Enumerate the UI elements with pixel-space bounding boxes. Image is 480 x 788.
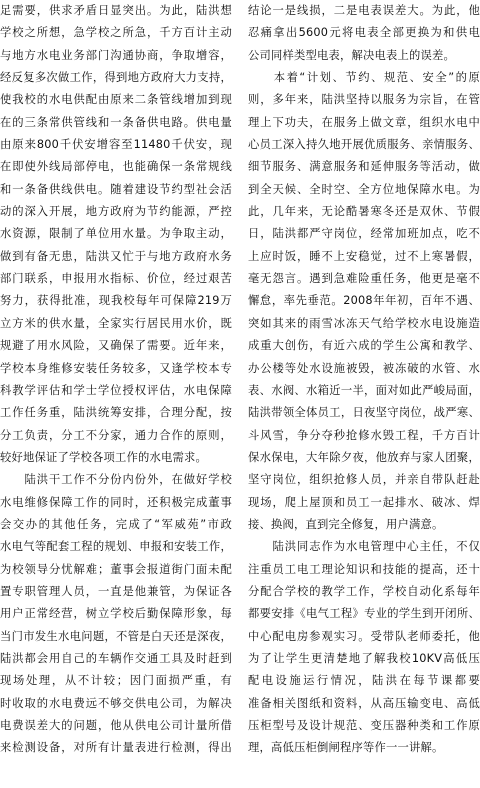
text-line: 电费误差大的问题，他从供电公司计量所借 — [0, 719, 232, 732]
right-text-column — [248, 0, 480, 788]
text-line: 现场，爬上屋顶和员工一起排水、破冰、焊 — [248, 495, 480, 509]
text-line: 理上下功夫，在服务上做文章，组织水电中 — [248, 115, 480, 129]
text-line: 斗风雪，争分夺秒抢修水毁工程，千方百计 — [248, 428, 480, 442]
text-line: 经反复多次做工作，得到地方政府大力支持， — [0, 71, 232, 85]
text-line: 水资源，限制了单位用水量。为争取主动， — [0, 227, 232, 241]
text-line: 努力，获得批准，现我校每年可保障219万 — [0, 294, 232, 308]
text-line: 成重大创伤，有近六成的学生公寓和教学、 — [248, 339, 480, 353]
text-line: 都要安排《电气工程》专业的学生到开闭所、 — [248, 607, 480, 621]
text-line: 压柜型号及设计规范、变压器种类和工作原 — [248, 719, 480, 732]
text-line: 工作任务重，陆洪统筹安排，合理分配，按 — [0, 406, 232, 420]
text-line: 与地方水电业务部门沟通协商，争取增容， — [0, 48, 232, 62]
text-line: 突如其来的雨雪冰冻天气给学校水电设施造 — [248, 316, 480, 330]
text-line: 分工负责，分工不分家，通力合作的原则， — [0, 428, 232, 442]
text-line: 接、换阀，直到完全修复，用户满意。 — [248, 517, 444, 531]
text-line: 来检测设备，对所有计量表进行检测，得出 — [0, 741, 232, 755]
text-line: 科教学评估和学士学位授权评估，水电保障 — [0, 383, 232, 397]
text-line: 学校之所想，急学校之所急，千方百计主动 — [0, 26, 232, 40]
text-line: 做到有备无患，陆洪又忙于与地方政府水务 — [0, 249, 232, 263]
text-line: 较好地保证了学校各项工作的水电需求。 — [0, 450, 207, 464]
text-line: 陆洪都会用自己的车辆作交通工具及时赶到 — [0, 651, 232, 665]
text-line: 本着“计划、节约、规范、安全”的原 — [248, 71, 480, 85]
text-line: 陆洪带领全体员工，日夜坚守岗位，战严寒、 — [248, 406, 480, 420]
text-line: 保水保电，大年除夕夜，他放弃与家人团聚， — [248, 450, 480, 464]
text-line: 水电气等配套工程的规划、申报和安装工作， — [0, 540, 232, 554]
text-line: 中心配电房参观实习。受带队老师委托，他 — [248, 629, 480, 643]
text-line: 细节服务、满意服务和延伸服务等活动，做 — [248, 160, 480, 174]
text-line: 上应时饭，睡不上安稳觉，过不上寒暑假， — [248, 249, 480, 263]
text-line: 懈怠，率先垂范。2008年年初，百年不遇、 — [248, 294, 480, 308]
text-line: 为了让学生更清楚地了解我校10KV高低压 — [248, 651, 480, 665]
text-line: 此，几年来，无论酷暑寒冬还是双休、节假 — [248, 205, 480, 219]
text-line: 在即使外线局部停电，也能确保一条常规线 — [0, 160, 232, 174]
text-line: 部门联系，申报用水指标、价位，经过艰苦 — [0, 272, 232, 286]
text-line: 和一条备供线供电。随着建设节约型社会活 — [0, 182, 232, 196]
text-line: 心员工深入持久地开展优质服务、亲情服务、 — [248, 138, 480, 152]
text-line: 公司同样类型电表，解决电表上的误差。 — [248, 48, 455, 62]
text-line: 水电维修保障工作的同时，还积极完成董事 — [0, 495, 232, 509]
text-line: 陆洪干工作不分份内份外，在做好学校 — [0, 473, 232, 487]
text-line: 准备相关图纸和资料，从高压输变电、高低 — [248, 696, 480, 710]
text-line: 分配合学校的教学工作，学校自动化系每年 — [248, 584, 480, 598]
text-line: 当门市发生水电问题，不管是白天还是深夜， — [0, 629, 232, 643]
text-line: 现场处理，从不计较；因门面损严重，有 — [0, 674, 232, 688]
text-line: 到全天候、全时空、全方位地保障水电。为 — [248, 182, 480, 196]
text-line: 用户正常经营，树立学校后勤保障形象，每 — [0, 607, 232, 621]
text-line: 为校领导分忧解难；董事会报道街门面未配 — [0, 562, 232, 576]
text-line: 日，陆洪都严守岗位，经常加班加点，吃不 — [248, 227, 480, 241]
text-line: 结论一是线损，二是电表误差大。为此，他 — [248, 4, 480, 17]
text-line: 立方米的供水量，全家实行居民用水价，既 — [0, 316, 232, 330]
text-line: 则，多年来，陆洪坚持以服务为宗旨，在管 — [248, 93, 480, 107]
text-line: 使我校的水电供配由原来二条管线增加到现 — [0, 93, 232, 107]
text-line: 置专职管理人员，一直是他兼管，为保证各 — [0, 584, 232, 598]
text-line: 足需要，供求矛盾日显突出。为此，陆洪想 — [0, 4, 232, 17]
text-line: 表、水阀、水箱近一半，面对如此严峻局面， — [248, 383, 480, 397]
text-line: 由原来800千伏安增容至11480千伏安，现 — [0, 138, 232, 152]
text-line: 坚守岗位，组织抢修人员，并亲自带队赶赴 — [248, 473, 480, 487]
text-line: 陆洪同志作为水电管理中心主任，不仅 — [248, 540, 480, 554]
text-line: 在的三条常供管线和一条备供电路。供电量 — [0, 115, 232, 129]
text-line: 注重员工电工理论知识和技能的提高，还十 — [248, 562, 480, 576]
text-line: 时收取的水电费远不够交供电公司，为解决 — [0, 696, 232, 710]
text-line: 毫无怨言。遇到急难险重任务，他更是毫不 — [248, 272, 480, 286]
text-line: 会交办的其他任务，完成了“军威苑”市政 — [0, 517, 232, 531]
text-line: 理，高低压柜倒闸程序等作一一讲解。 — [248, 741, 444, 755]
left-text-column — [0, 0, 232, 788]
text-line: 办公楼等处水设施被毁，被冻破的水管、水 — [248, 361, 480, 375]
text-line: 动的深入开展，地方政府为节约能源，严控 — [0, 205, 232, 219]
text-line: 配电设施运行情况，陆洪在每节课都要 — [248, 674, 480, 688]
text-line: 学校本身维修安装任务较多，又逢学校本专 — [0, 361, 232, 375]
text-line: 忍痛拿出5600元将电表全部更换为和供电 — [248, 26, 480, 40]
text-line: 规避了用水风险，又确保了需要。近年来， — [0, 339, 232, 353]
